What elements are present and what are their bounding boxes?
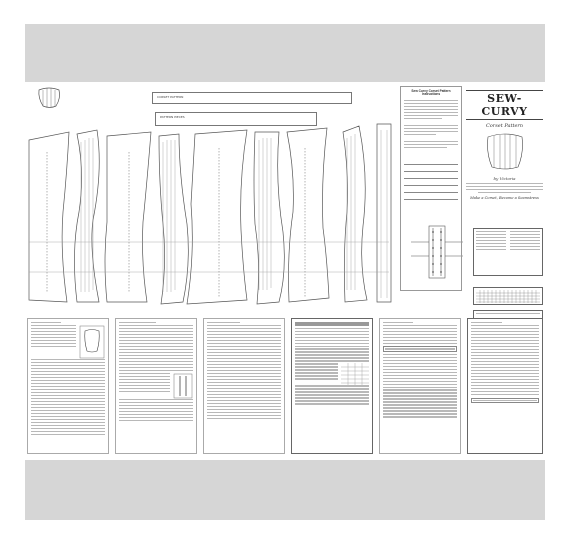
sizes-box xyxy=(473,228,543,276)
brand-block xyxy=(466,86,543,226)
instruction-page-3 xyxy=(203,318,285,454)
instruction-page-5 xyxy=(379,318,461,454)
pattern-subtitle-label: PATTERN PIECES xyxy=(155,112,317,126)
pattern-pieces-area xyxy=(25,82,395,307)
pattern-title-label: CORSET PATTERN xyxy=(152,92,352,104)
busk-diagram xyxy=(173,373,193,399)
brand-byline: by Victoria xyxy=(493,176,516,181)
instruction-page-1 xyxy=(27,318,109,454)
instruction-page-6 xyxy=(467,318,543,454)
brand-logo: SEW-CURVY xyxy=(466,90,543,120)
form-line xyxy=(404,174,458,179)
form-line xyxy=(404,167,458,172)
top-gray-band xyxy=(25,24,545,82)
brand-tagline: Make a Corset, Become a Seamstress xyxy=(470,196,539,201)
form-line xyxy=(404,195,458,200)
form-line xyxy=(404,188,458,193)
bottom-gray-band xyxy=(25,460,545,520)
form-line xyxy=(404,160,458,165)
instruction-page-4 xyxy=(291,318,373,454)
pattern-sheet xyxy=(25,82,545,460)
brand-subtitle: Corset Pattern xyxy=(485,123,524,129)
corset-figure xyxy=(79,325,105,359)
info-title: Sew Curvy Corset Pattern Instructions xyxy=(411,89,451,97)
measurement-chart xyxy=(341,363,369,385)
instruction-page-2 xyxy=(115,318,197,454)
corset-illustration xyxy=(480,131,530,171)
form-line xyxy=(404,181,458,186)
size-chart-grid xyxy=(473,287,543,305)
instructions-info-box xyxy=(400,86,462,291)
